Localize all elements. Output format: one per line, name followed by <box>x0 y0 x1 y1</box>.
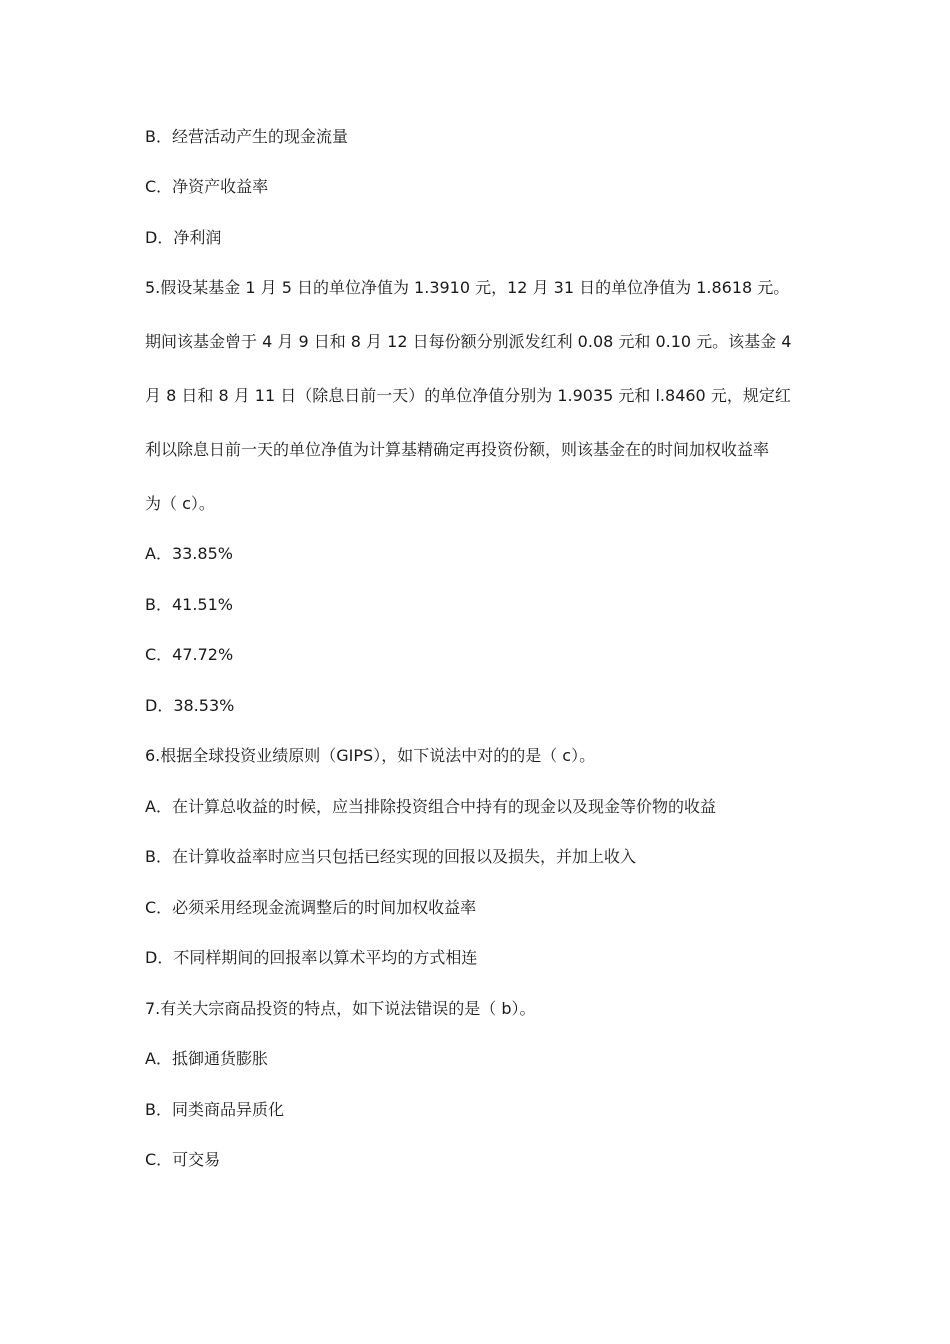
q5-stem-line-5: 为（ c）。 <box>145 494 215 513</box>
q4-option-d: D．净利润 <box>145 228 222 247</box>
q5-option-d: D．38.53% <box>145 696 235 715</box>
q6-option-b: B．在计算收益率时应当只包括已经实现的回报以及损失，并加上收入 <box>145 847 636 866</box>
q5-option-c: C．47.72% <box>145 645 234 664</box>
q6-option-a: A．在计算总收益的时候，应当排除投资组合中持有的现金以及现金等价物的收益 <box>145 797 716 816</box>
q5-stem-line-1: 5.假设某基金 1 月 5 日的单位净值为 1.3910 元，12 月 31 日的单位净值为 1.8618 元。 <box>145 278 790 297</box>
q5-stem-line-3: 月 8 日和 8 月 11 日（除息日前一天）的单位净值分别为 1.9035 元和 l.8460 元，规定红 <box>145 386 791 405</box>
q7-option-b: B．同类商品异质化 <box>145 1100 284 1119</box>
q6-option-d: D．不同样期间的回报率以算术平均的方式相连 <box>145 948 478 967</box>
q6-option-c: C．必须采用经现金流调整后的时间加权收益率 <box>145 898 477 917</box>
q7-option-a: A．抵御通货膨胀 <box>145 1049 268 1068</box>
q7-stem: 7.有关大宗商品投资的特点，如下说法错误的是（ b）。 <box>145 999 536 1018</box>
q6-stem: 6.根据全球投资业绩原则（GIPS），如下说法中对的的是（ c）。 <box>145 746 596 765</box>
q5-option-a: A．33.85% <box>145 544 233 563</box>
q4-option-c: C．净资产收益率 <box>145 177 269 196</box>
q4-option-b: B．经营活动产生的现金流量 <box>145 127 348 146</box>
q5-stem-line-4: 利以除息日前一天的单位净值为计算基精确定再投资份额，则该基金在的时间加权收益率 <box>145 440 770 459</box>
q5-stem-line-2: 期间该基金曾于 4 月 9 日和 8 月 12 日每份额分别派发红利 0.08 元和 0.10 元。该基金 4 <box>145 332 792 351</box>
q5-option-b: B．41.51% <box>145 595 233 614</box>
q7-option-c: C．可交易 <box>145 1150 221 1169</box>
